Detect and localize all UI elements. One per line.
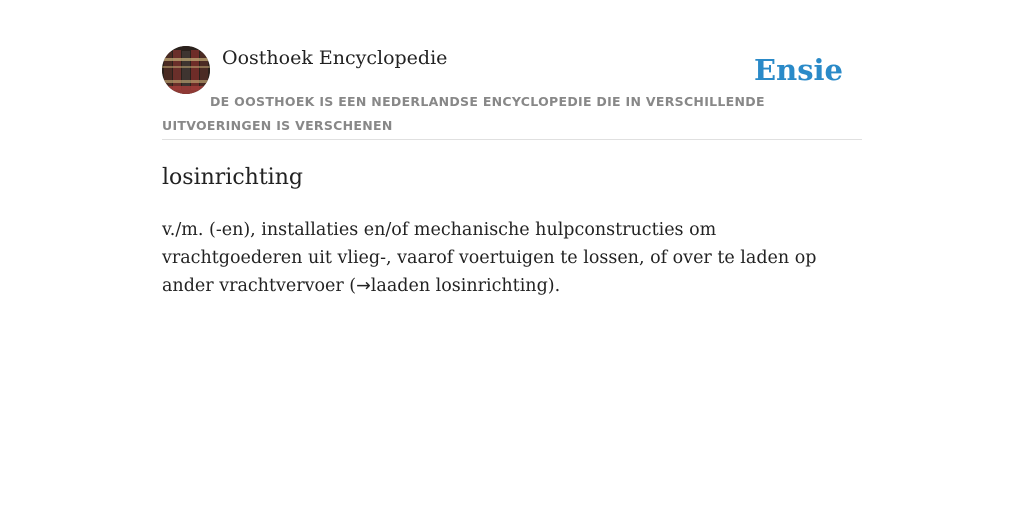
arrow-right-icon: → <box>356 276 371 296</box>
cross-reference-text: laaden losinrichting <box>370 276 548 296</box>
site-tagline: DE OOSTHOEK IS EEN NEDERLANDSE ENCYCLOPEDIE DIE IN VERSCHILLENDE UITVOERINGEN IS VERSCHENEN <box>162 94 765 133</box>
definition-end-text: ). <box>547 276 561 296</box>
entry-definition <box>162 216 862 300</box>
definition-text: v./m. (-en), installaties en/of mechanische hulpconstructies om vrachtgoederen uit vlieg-, vaarof voertuigen te lossen, of over te laden op ander vrachtvervoer ( <box>162 220 817 296</box>
entry-term: losinrichting <box>162 165 303 190</box>
cross-reference-link[interactable] <box>356 276 548 296</box>
header-divider <box>162 139 862 140</box>
brand-logo-link[interactable]: Ensie <box>754 53 843 87</box>
site-title-link[interactable]: Oosthoek Encyclopedie <box>222 47 448 69</box>
book-spines-icon[interactable] <box>162 46 210 94</box>
